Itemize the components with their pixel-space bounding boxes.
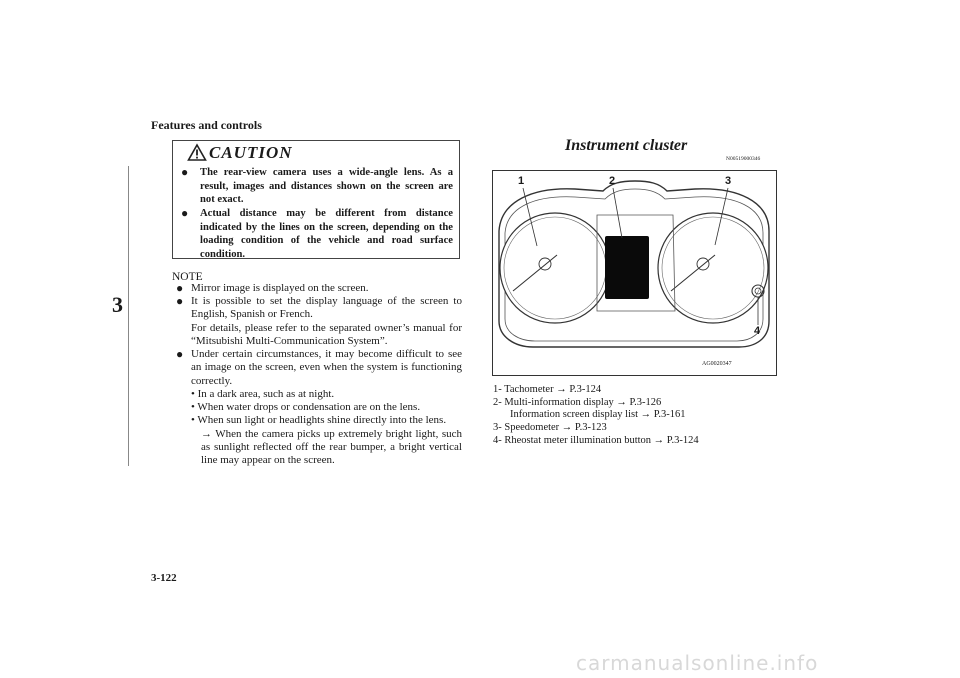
bullet-icon: ● [181,206,189,220]
instrument-cluster-figure [492,170,777,376]
chapter-divider [128,166,129,466]
note-item: ● Mirror image is displayed on the screen. [176,281,369,295]
multi-information-display [605,236,649,299]
bullet-icon: ● [181,165,189,179]
reference-item: 1- Tachometer → P.3-124 [493,384,602,395]
instrument-cluster-illustration [493,171,776,375]
callout-3: 3 [725,175,732,187]
page-number: 3-122 [151,572,177,584]
sub-item: • When sun light or headlights shine directly into the lens. [191,414,447,427]
section-title: Instrument cluster [565,137,688,154]
bullet-icon: ● [176,347,184,361]
caution-box [172,140,460,259]
running-header: Features and controls [151,118,262,132]
callout-2: 2 [609,175,616,187]
warning-triangle-icon [187,143,207,163]
note-item: ● Under certain circumstances, it may become difficult to see an image on the screen, even when the system is functioning correctly. • In a dark area, such as at night. • When water drops or condensation are on the lens. • When sun light or headlights shine directly into the lens. → When the camera picks up extremely bright light, such as sunlight reflected off the rear bumper, a bright vertical line may appear on the screen. [176,347,462,467]
reference-item: 3- Speedometer → P.3-123 [493,422,607,433]
reference-item: 4- Rheostat meter illumination button → P.3-124 [493,435,699,446]
sub-item: • In a dark area, such as at night. [191,387,335,400]
callout-1: 1 [518,175,525,187]
watermark: carmanualsonline.info [576,651,819,675]
caution-title: CAUTION [209,143,293,162]
caution-item: ● Actual distance may be different from distance indicated by the lines on the screen, depending on the loading condition of the vehicle and road surface condition. [181,206,453,260]
note-label: NOTE [172,271,203,283]
bullet-icon: ● [176,294,184,308]
arrow-note: → When the camera picks up extremely bright light, such as sunlight reflected off the rear bumper, a bright vertical line may appear on the screen. [201,427,462,467]
callout-4: 4 [754,325,761,337]
bullet-icon: ● [176,281,184,295]
reference-item: Information screen display list → P.3-161 [510,409,686,420]
caution-item: ● The rear-view camera uses a wide-angle lens. As a result, images and distances shown on the screen are not exact. [181,165,453,205]
section-code: N00519000346 [726,156,761,162]
sub-item: • When water drops or condensation are on the lens. [191,401,421,414]
reference-item: 2- Multi-information display → P.3-126 [493,397,662,408]
note-item: ● It is possible to set the display language of the screen to English, Spanish or French. For details, please refer to the separated owner’s manual for “Mitsubishi Multi-Communication System”. [176,294,462,347]
figure-code: AG0020347 [702,361,732,367]
chapter-tab: 3 [112,292,123,317]
